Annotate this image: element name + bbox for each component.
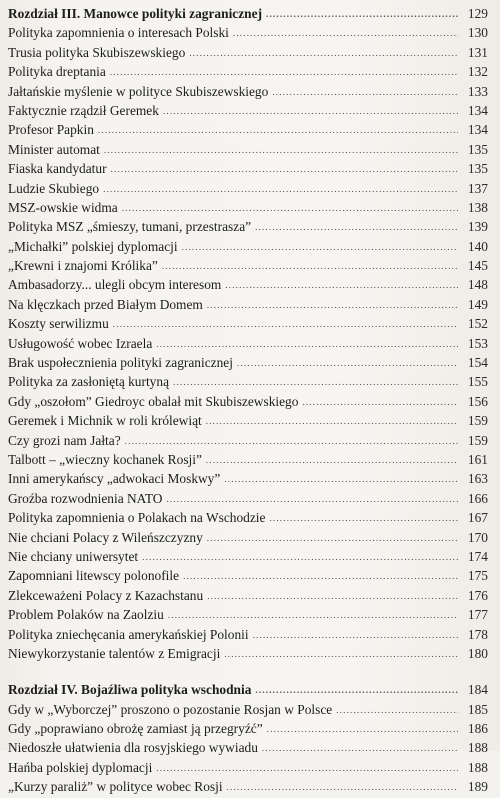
page-number: 139 xyxy=(467,219,488,235)
entry-title: Polityka za zasłoniętą kurtyną xyxy=(8,374,170,390)
dot-leader xyxy=(98,121,458,140)
page-number: 156 xyxy=(467,393,488,409)
section-gap xyxy=(8,663,492,680)
dot-leader xyxy=(207,529,458,548)
dot-leader xyxy=(163,102,458,121)
entry-title: Na klęczkach przed Białym Domem xyxy=(8,296,203,312)
dot-leader xyxy=(142,548,458,567)
page-number: 132 xyxy=(467,64,488,80)
entry-title: Minister automat xyxy=(8,141,100,157)
page-number: 148 xyxy=(467,277,488,293)
chapter-heading xyxy=(8,4,492,23)
toc-entry xyxy=(8,159,492,178)
entry-title: „Michałki” polskiej dyplomacji xyxy=(8,238,178,254)
page-number: 134 xyxy=(467,122,488,138)
toc-section-3 xyxy=(8,4,492,663)
page-number: 167 xyxy=(467,510,488,526)
toc-entry xyxy=(8,295,492,314)
page-number: 149 xyxy=(467,296,488,312)
page-number: 161 xyxy=(467,451,488,467)
toc-entry xyxy=(8,314,492,333)
page-number: 185 xyxy=(467,701,488,717)
page-number: 174 xyxy=(467,548,488,564)
entry-title: Trusia polityka Skubiszewskiego xyxy=(8,44,186,60)
toc-entry xyxy=(8,256,492,275)
page-number: 145 xyxy=(467,258,488,274)
entry-title: Nie chciany uniwersytet xyxy=(8,548,139,564)
dot-leader xyxy=(162,257,458,276)
entry-title: MSZ-owskie widma xyxy=(8,199,118,215)
page-number: 170 xyxy=(467,529,488,545)
toc-entry xyxy=(8,43,492,62)
dot-leader xyxy=(125,432,458,451)
dot-leader xyxy=(253,626,458,645)
toc-entry xyxy=(8,392,492,411)
toc-entry xyxy=(8,489,492,508)
dot-leader xyxy=(262,739,458,758)
dot-leader xyxy=(224,645,458,664)
toc-entry xyxy=(8,528,492,547)
toc-entry xyxy=(8,82,492,101)
toc-entry xyxy=(8,101,492,120)
page-number: 153 xyxy=(467,335,488,351)
toc-entry xyxy=(8,372,492,391)
toc-entry xyxy=(8,179,492,198)
toc-entry xyxy=(8,353,492,372)
page-number: 129 xyxy=(467,6,488,21)
page-number: 138 xyxy=(467,199,488,215)
page-number: 184 xyxy=(467,682,488,698)
page-number: 134 xyxy=(467,102,488,118)
toc-section-4 xyxy=(8,680,492,796)
entry-title: Jałtańskie myślenie w polityce Skubiszewskiego xyxy=(8,83,269,99)
entry-title: Ludzie Skubiego xyxy=(8,180,100,196)
dot-leader xyxy=(255,681,458,700)
dot-leader xyxy=(207,296,458,315)
dot-leader xyxy=(189,44,458,63)
entry-title: Polityka dreptania xyxy=(8,64,106,80)
page-number: 130 xyxy=(467,25,488,41)
toc-entry xyxy=(8,508,492,527)
page-number: 175 xyxy=(467,568,488,584)
page-number: 152 xyxy=(467,316,488,332)
dot-leader xyxy=(207,587,458,606)
toc-entry xyxy=(8,547,492,566)
entry-title: Nie chciani Polacy z Wileńszczyzny xyxy=(8,529,203,545)
toc-entry xyxy=(8,217,492,236)
chapter-title: Rozdział III. Manowce polityki zagranicznej xyxy=(8,6,263,21)
dot-leader xyxy=(336,701,458,720)
toc-entry xyxy=(8,140,492,159)
entry-title: Ambasadorzy... ulegli obcym interesom xyxy=(8,277,222,293)
page-number: 180 xyxy=(467,645,488,661)
entry-title: Inni amerykańscy „adwokaci Moskwy” xyxy=(8,471,221,487)
dot-leader xyxy=(206,451,458,470)
dot-leader xyxy=(156,335,458,354)
entry-title: Gdy „poprawiano obrożę zamiast ją przegryźć” xyxy=(8,721,263,737)
page-number: 131 xyxy=(467,44,488,60)
dot-leader xyxy=(122,199,458,218)
page-number: 135 xyxy=(467,141,488,157)
page-number: 140 xyxy=(467,238,488,254)
dot-leader xyxy=(227,778,458,797)
toc-entry xyxy=(8,198,492,217)
page-number: 133 xyxy=(467,83,488,99)
dot-leader xyxy=(156,759,458,778)
entry-title: Czy grozi nam Jałta? xyxy=(8,432,121,448)
chapter-title: Rozdział IV. Bojaźliwa polityka wschodnia xyxy=(8,682,252,698)
toc-entry xyxy=(8,275,492,294)
entry-title: Polityka MSZ „śmieszy, tumani, przestrasza” xyxy=(8,219,252,235)
entry-title: Polityka zapomnienia o interesach Polski xyxy=(8,25,229,41)
entry-title: Usługowość wobec Izraela xyxy=(8,335,153,351)
page-number: 188 xyxy=(467,759,488,775)
toc-entry xyxy=(8,738,492,757)
page-number: 155 xyxy=(467,374,488,390)
toc-entry xyxy=(8,644,492,663)
page-number: 154 xyxy=(467,355,488,371)
page-number: 178 xyxy=(467,626,488,642)
page-number: 189 xyxy=(467,779,488,795)
page-number: 135 xyxy=(467,161,488,177)
dot-leader xyxy=(183,567,458,586)
page-number: 188 xyxy=(467,740,488,756)
dot-leader xyxy=(266,5,458,24)
dot-leader xyxy=(103,180,458,199)
dot-leader xyxy=(182,238,458,257)
entry-title: Groźba rozwodnienia NATO xyxy=(8,490,163,506)
dot-leader xyxy=(267,720,458,739)
toc-entry xyxy=(8,700,492,719)
toc-entry xyxy=(8,469,492,488)
dot-leader xyxy=(272,83,458,102)
page-number: 137 xyxy=(467,180,488,196)
entry-title: Profesor Papkin xyxy=(8,122,94,138)
entry-title: „Krewni i znajomi Królika” xyxy=(8,258,158,274)
entry-title: Niedoszłe ułatwienia dla rosyjskiego wywiadu xyxy=(8,740,258,756)
toc-entry xyxy=(8,334,492,353)
toc-entry xyxy=(8,23,492,42)
dot-leader xyxy=(225,276,458,295)
entry-title: Faktycznie rządził Geremek xyxy=(8,102,159,118)
toc-entry xyxy=(8,625,492,644)
dot-leader xyxy=(166,490,458,509)
entry-title: Fiaska kandydatur xyxy=(8,161,107,177)
entry-title: Brak uspołecznienia polityki zagranicznej xyxy=(8,355,233,371)
entry-title: Polityka zapomnienia o Polakach na Wschodzie xyxy=(8,510,266,526)
entry-title: Koszty serwilizmu xyxy=(8,316,109,332)
dot-leader xyxy=(104,141,458,160)
page-number: 159 xyxy=(467,413,488,429)
toc-entry xyxy=(8,120,492,139)
dot-leader xyxy=(255,218,458,237)
toc-entry xyxy=(8,566,492,585)
toc-entry xyxy=(8,586,492,605)
dot-leader xyxy=(113,315,458,334)
toc-entry xyxy=(8,62,492,81)
entry-title: Gdy w „Wyborczej” proszono o pozostanie Rosjan w Polsce xyxy=(8,701,333,717)
dot-leader xyxy=(224,470,458,489)
entry-title: Zlekceważeni Polacy z Kazachstanu xyxy=(8,587,204,603)
entry-title: Geremek i Michnik w roli królewiąt xyxy=(8,413,202,429)
page-number: 177 xyxy=(467,607,488,623)
page-number: 186 xyxy=(467,721,488,737)
dot-leader xyxy=(302,393,458,412)
toc-entry xyxy=(8,719,492,738)
page-number: 166 xyxy=(467,490,488,506)
entry-title: Problem Polaków na Zaolziu xyxy=(8,607,164,623)
dot-leader xyxy=(206,412,458,431)
dot-leader xyxy=(233,24,458,43)
entry-title: Gdy „oszołom” Giedroyc obalał mit Skubiszewskiego xyxy=(8,393,299,409)
entry-title: Zapomniani litewscy polonofile xyxy=(8,568,180,584)
dot-leader xyxy=(237,354,458,373)
dot-leader xyxy=(168,606,458,625)
page-number: 159 xyxy=(467,432,488,448)
chapter-heading xyxy=(8,680,492,699)
toc-entry xyxy=(8,758,492,777)
dot-leader xyxy=(111,160,458,179)
toc-entry xyxy=(8,777,492,796)
dot-leader xyxy=(269,509,458,528)
toc-entry xyxy=(8,431,492,450)
page-number: 163 xyxy=(467,471,488,487)
toc-entry xyxy=(8,605,492,624)
dot-leader xyxy=(110,63,458,82)
dot-leader xyxy=(173,373,458,392)
toc-entry xyxy=(8,411,492,430)
entry-title: Hańba polskiej dyplomacji xyxy=(8,759,153,775)
toc-entry xyxy=(8,450,492,469)
entry-title: Talbott – „wieczny kochanek Rosji” xyxy=(8,451,202,467)
entry-title: Polityka zniechęcania amerykańskiej Polonii xyxy=(8,626,249,642)
page-number: 176 xyxy=(467,587,488,603)
entry-title: Niewykorzystanie talentów z Emigracji xyxy=(8,645,221,661)
toc-entry xyxy=(8,237,492,256)
entry-title: „Kurzy paraliż” w polityce wobec Rosji xyxy=(8,779,223,795)
